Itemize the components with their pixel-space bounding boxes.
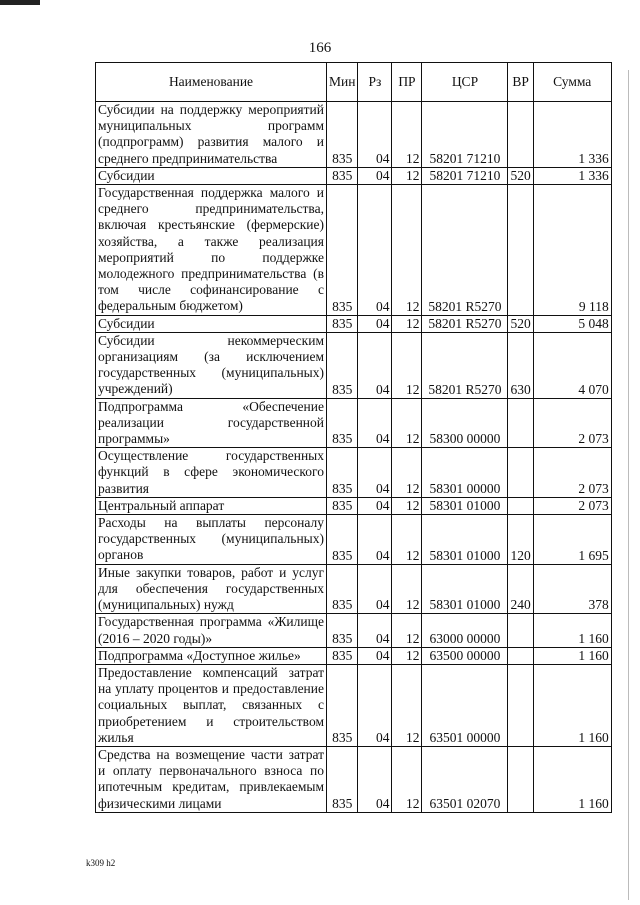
cell-sum: 1 160 — [533, 664, 611, 746]
cell-pr: 12 — [392, 564, 422, 614]
header-name: Наименование — [96, 63, 327, 102]
header-csr: ЦСР — [422, 63, 508, 102]
cell-pr: 12 — [392, 664, 422, 746]
table-row — [96, 167, 612, 184]
cell-vr — [508, 398, 533, 448]
cell-vr — [508, 185, 533, 316]
cell-vr: 120 — [508, 515, 533, 565]
cell-vr — [508, 746, 533, 812]
table-row — [96, 564, 612, 614]
cell-sum: 1 160 — [533, 746, 611, 812]
cell-rz: 04 — [358, 448, 392, 498]
cell-csr: 58201 R5270 — [422, 185, 508, 316]
cell-csr: 58201 71210 — [422, 102, 508, 168]
cell-min: 835 — [327, 497, 358, 514]
cell-rz: 04 — [358, 564, 392, 614]
cell-csr: 63501 02070 — [422, 746, 508, 812]
cell-name: Иные закупки товаров, работ и услуг для обеспечения государственных (муниципальных) нужд — [96, 564, 327, 614]
cell-sum: 2 073 — [533, 497, 611, 514]
cell-sum: 4 070 — [533, 332, 611, 398]
header-sum: Сумма — [533, 63, 611, 102]
cell-min: 835 — [327, 515, 358, 565]
header-min: Мин — [327, 63, 358, 102]
cell-name: Центральный аппарат — [96, 497, 327, 514]
cell-pr: 12 — [392, 185, 422, 316]
cell-sum: 1 336 — [533, 102, 611, 168]
cell-name: Осуществление государственных функций в сфере экономического развития — [96, 448, 327, 498]
cell-sum: 378 — [533, 564, 611, 614]
cell-csr: 58301 01000 — [422, 497, 508, 514]
table-row — [96, 515, 612, 565]
table-row — [96, 614, 612, 647]
scan-edge-mark — [628, 70, 629, 900]
cell-name: Субсидии некоммерческим организациям (за исключением государственных (муниципальных) учреждений) — [96, 332, 327, 398]
cell-name: Субсидии — [96, 315, 327, 332]
table-row — [96, 332, 612, 398]
table-row — [96, 102, 612, 168]
cell-sum: 1 160 — [533, 647, 611, 664]
cell-name: Субсидии — [96, 167, 327, 184]
table-row — [96, 448, 612, 498]
cell-name: Средства на возмещение части затрат и оплату первоначального взноса по ипотечным кредитам, привлекаемым физическими лицами — [96, 746, 327, 812]
cell-pr: 12 — [392, 102, 422, 168]
cell-min: 835 — [327, 746, 358, 812]
footer-code: k309 h2 — [86, 858, 116, 868]
cell-rz: 04 — [358, 332, 392, 398]
cell-vr — [508, 102, 533, 168]
cell-min: 835 — [327, 185, 358, 316]
table-header-row — [96, 63, 612, 102]
cell-min: 835 — [327, 398, 358, 448]
cell-rz: 04 — [358, 647, 392, 664]
cell-rz: 04 — [358, 664, 392, 746]
cell-csr: 58301 01000 — [422, 515, 508, 565]
cell-csr: 63501 00000 — [422, 664, 508, 746]
page-number: 166 — [308, 40, 332, 56]
table-row — [96, 315, 612, 332]
cell-pr: 12 — [392, 315, 422, 332]
header-rz: Рз — [358, 63, 392, 102]
cell-csr: 58300 00000 — [422, 398, 508, 448]
cell-rz: 04 — [358, 398, 392, 448]
cell-name: Подпрограмма «Доступное жилье» — [96, 647, 327, 664]
cell-vr — [508, 614, 533, 647]
cell-sum: 9 118 — [533, 185, 611, 316]
cell-pr: 12 — [392, 398, 422, 448]
cell-rz: 04 — [358, 497, 392, 514]
cell-vr — [508, 647, 533, 664]
cell-min: 835 — [327, 448, 358, 498]
cell-rz: 04 — [358, 185, 392, 316]
cell-name: Предоставление компенсаций затрат на уплату процентов и предоставление социальных выплат, связанных с приобретением и строительством жилья — [96, 664, 327, 746]
cell-sum: 5 048 — [533, 315, 611, 332]
cell-min: 835 — [327, 167, 358, 184]
cell-min: 835 — [327, 664, 358, 746]
cell-csr: 63000 00000 — [422, 614, 508, 647]
table-row — [96, 185, 612, 316]
cell-rz: 04 — [358, 515, 392, 565]
header-vr: ВР — [508, 63, 533, 102]
cell-name: Государственная поддержка малого и среднего предпринимательства, включая крестьянские (фермерские) хозяйства, а также реализация мероприятий по поддержке молодежного предпринимательства (в том числе софинансирование с федеральным бюджетом) — [96, 185, 327, 316]
cell-sum: 1 160 — [533, 614, 611, 647]
cell-pr: 12 — [392, 746, 422, 812]
cell-min: 835 — [327, 614, 358, 647]
cell-vr — [508, 448, 533, 498]
cell-name: Государственная программа «Жилище (2016 – 2020 годы)» — [96, 614, 327, 647]
cell-sum: 1 336 — [533, 167, 611, 184]
cell-vr — [508, 497, 533, 514]
cell-csr: 58201 71210 — [422, 167, 508, 184]
cell-pr: 12 — [392, 515, 422, 565]
cell-pr: 12 — [392, 448, 422, 498]
cell-min: 835 — [327, 564, 358, 614]
table-row — [96, 664, 612, 746]
table-row — [96, 497, 612, 514]
cell-vr: 240 — [508, 564, 533, 614]
table-row — [96, 398, 612, 448]
cell-csr: 58201 R5270 — [422, 332, 508, 398]
cell-sum: 2 073 — [533, 398, 611, 448]
cell-rz: 04 — [358, 315, 392, 332]
cell-min: 835 — [327, 332, 358, 398]
cell-csr: 58201 R5270 — [422, 315, 508, 332]
cell-name: Расходы на выплаты персоналу государственных (муниципальных) органов — [96, 515, 327, 565]
cell-rz: 04 — [358, 102, 392, 168]
cell-csr: 63500 00000 — [422, 647, 508, 664]
cell-name: Подпрограмма «Обеспечение реализации государственной программы» — [96, 398, 327, 448]
cell-sum: 2 073 — [533, 448, 611, 498]
cell-name: Субсидии на поддержку мероприятий муниципальных программ (подпрограмм) развития малого и среднего предпринимательства — [96, 102, 327, 168]
table-row — [96, 746, 612, 812]
budget-table — [95, 62, 612, 813]
cell-csr: 58301 00000 — [422, 448, 508, 498]
cell-min: 835 — [327, 315, 358, 332]
cell-min: 835 — [327, 102, 358, 168]
cell-rz: 04 — [358, 167, 392, 184]
cell-vr — [508, 664, 533, 746]
cell-pr: 12 — [392, 614, 422, 647]
cell-vr: 630 — [508, 332, 533, 398]
cell-min: 835 — [327, 647, 358, 664]
cell-vr: 520 — [508, 167, 533, 184]
cell-sum: 1 695 — [533, 515, 611, 565]
header-pr: ПР — [392, 63, 422, 102]
cell-pr: 12 — [392, 332, 422, 398]
cell-csr: 58301 01000 — [422, 564, 508, 614]
cell-rz: 04 — [358, 614, 392, 647]
cell-pr: 12 — [392, 647, 422, 664]
scan-corner-mark — [0, 0, 40, 5]
table-row — [96, 647, 612, 664]
cell-pr: 12 — [392, 167, 422, 184]
cell-rz: 04 — [358, 746, 392, 812]
cell-pr: 12 — [392, 497, 422, 514]
cell-vr: 520 — [508, 315, 533, 332]
